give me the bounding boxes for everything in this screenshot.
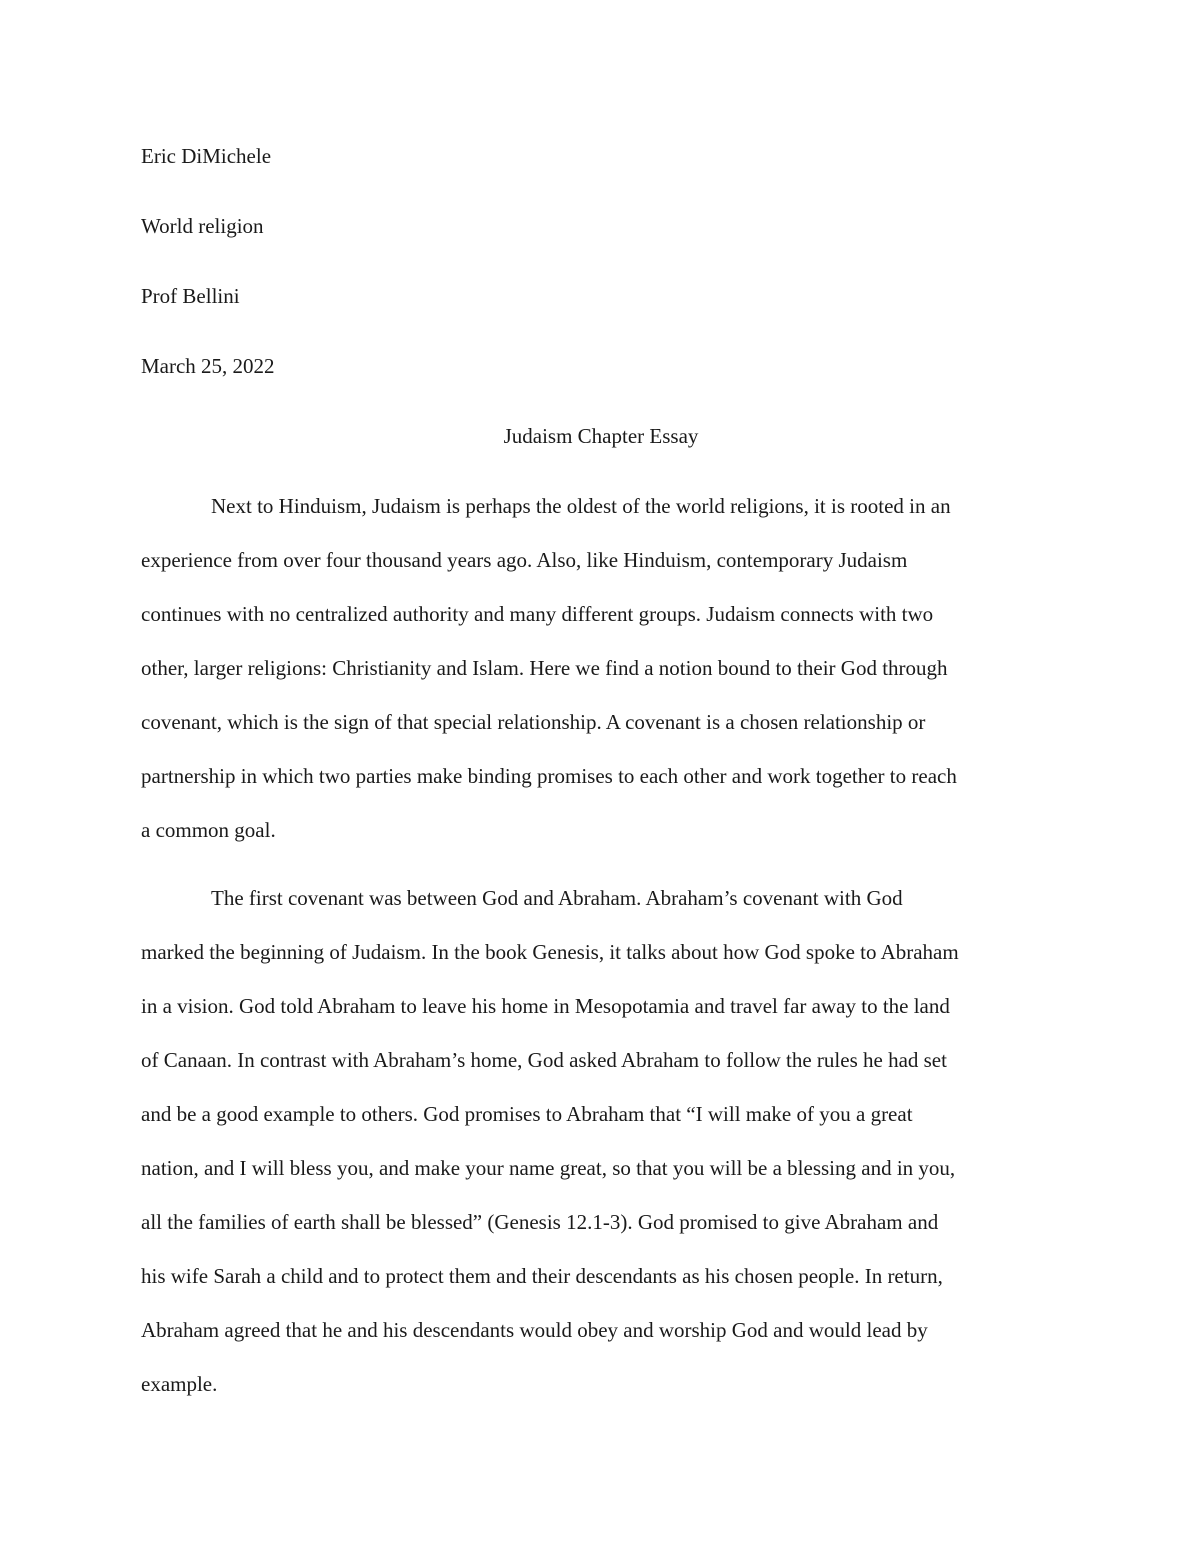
paragraph-line: Next to Hinduism, Judaism is perhaps the oldest of the world religions, it is rooted in an [211, 494, 951, 518]
author-name: Eric DiMichele [141, 144, 272, 168]
paragraph-1 [141, 479, 1061, 857]
paragraph-line: other, larger religions: Christianity and Islam. Here we find a notion bound to their God through [141, 656, 948, 680]
course-name: World religion [141, 214, 264, 238]
paragraph-line: continues with no centralized authority and many different groups. Judaism connects with two [141, 602, 934, 626]
paragraph-line: and be a good example to others. God promises to Abraham that “I will make of you a great [141, 1102, 913, 1126]
paragraph-line: partnership in which two parties make binding promises to each other and work together to reach [141, 764, 957, 788]
essay-title: Judaism Chapter Essay [503, 424, 699, 448]
paragraph-line: nation, and I will bless you, and make your name great, so that you will be a blessing and in you, [141, 1156, 956, 1180]
paragraph-line: his wife Sarah a child and to protect them and their descendants as his chosen people. In return, [141, 1264, 943, 1288]
document-body [141, 139, 1061, 1411]
paragraph-line: experience from over four thousand years ago. Also, like Hinduism, contemporary Judaism [141, 548, 908, 572]
paragraph-line: example. [141, 1372, 218, 1396]
paragraph-line: in a vision. God told Abraham to leave his home in Mesopotamia and travel far away to the land [141, 994, 950, 1018]
paragraph-line: all the families of earth shall be blessed” (Genesis 12.1-3). God promised to give Abraham and [141, 1210, 939, 1234]
paragraph-line: Abraham agreed that he and his descendants would obey and worship God and would lead by [141, 1318, 928, 1342]
paragraph-line: covenant, which is the sign of that special relationship. A covenant is a chosen relationship or [141, 710, 926, 734]
paragraph-line: marked the beginning of Judaism. In the book Genesis, it talks about how God spoke to Abraham [141, 940, 959, 964]
paragraph-line: a common goal. [141, 818, 276, 842]
professor-name: Prof Bellini [141, 284, 240, 308]
paragraph-line: of Canaan. In contrast with Abraham’s home, God asked Abraham to follow the rules he had set [141, 1048, 947, 1072]
paragraph-line: The first covenant was between God and Abraham. Abraham’s covenant with God [211, 886, 903, 910]
essay-date: March 25, 2022 [141, 354, 275, 378]
paragraph-2 [141, 871, 1061, 1411]
